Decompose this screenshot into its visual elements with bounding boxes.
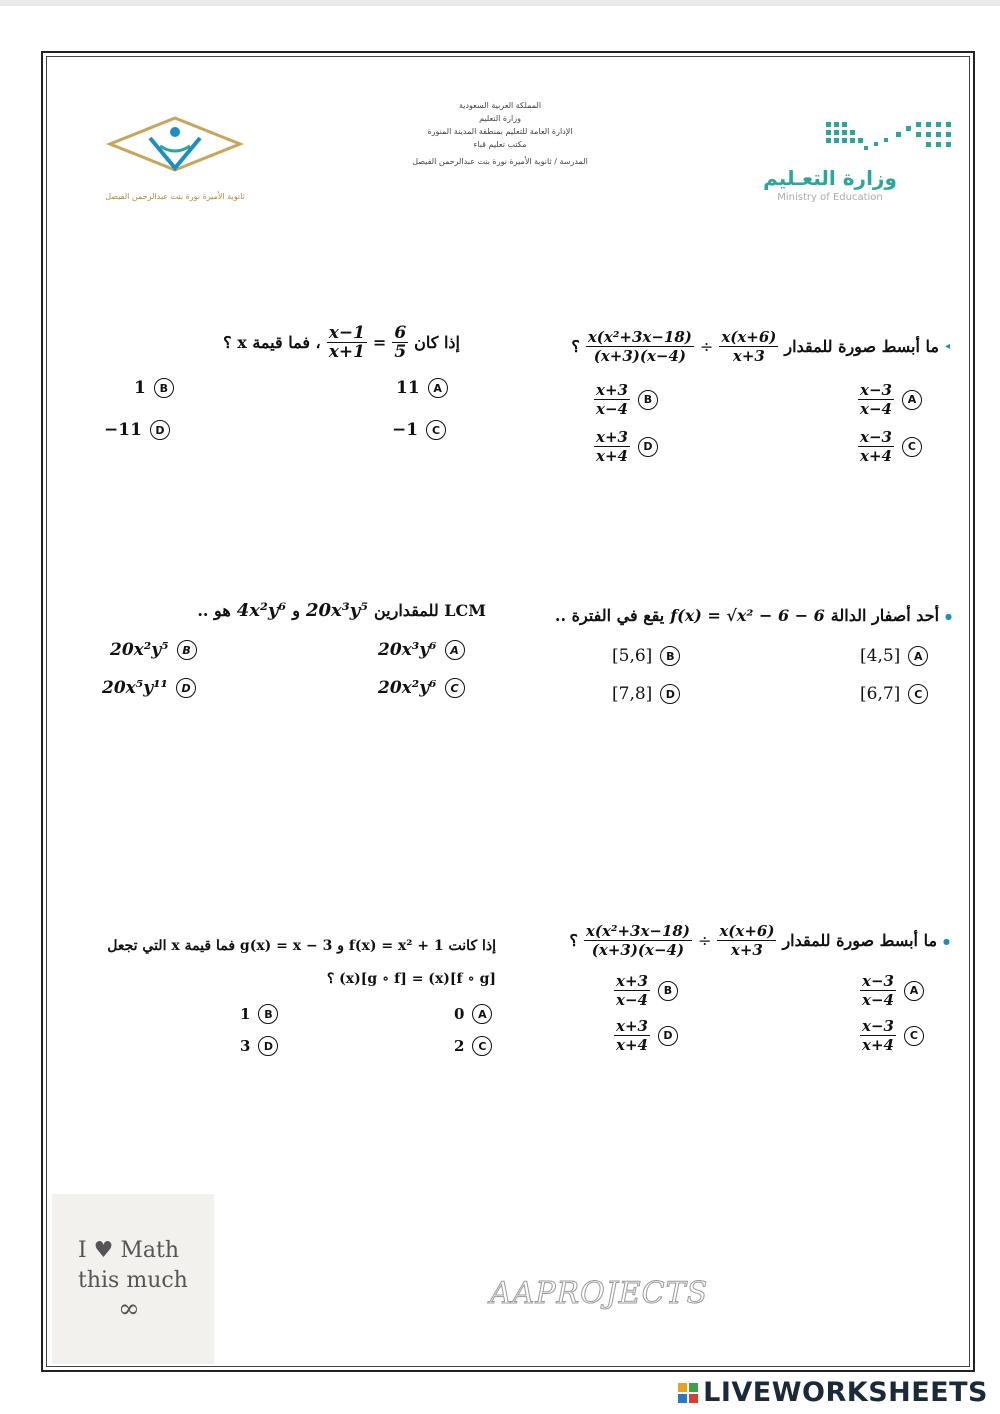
q6-option-c[interactable]: 2 C xyxy=(454,1036,492,1056)
q3-option-c[interactable]: [6,7] C xyxy=(860,684,928,704)
question-4-text-b: هو .. xyxy=(197,601,231,620)
q1-fraction-1: $\frac{\text{x(x²+3x−18)}}{(x+3)(x-4)}$ xyxy=(587,328,692,365)
q3-function: f(x) = √x² − 6 − 6 xyxy=(670,606,825,625)
q5-option-a[interactable]: $\frac{x-3}{x-4}$ A xyxy=(860,972,924,1009)
q6-option-d[interactable]: 3 D xyxy=(240,1036,278,1056)
bullet-icon: ◂ xyxy=(944,341,950,352)
option-letter-b: B xyxy=(154,378,174,398)
q1-operator: ÷ xyxy=(699,337,714,356)
option-letter-c: C xyxy=(908,684,928,704)
question-1-text: ما أبسط صورة للمقدار xyxy=(784,337,939,356)
page-inner-border xyxy=(46,56,970,1367)
q5-fraction-1: $\frac{\text{x(x²+3x−18)}}{(x+3)(x-4)}$ xyxy=(585,922,690,959)
question-6-line-1: إذا كانت f(x) = x² + 1 و g(x) = x − 3 فما قيمة x التي تجعل xyxy=(107,938,496,954)
q1-option-a[interactable]: $\frac{x-3}{x-4}$ A xyxy=(858,381,922,418)
option-letter-b: B xyxy=(177,640,197,660)
option-letter-a: A xyxy=(428,378,448,398)
q4-option-c[interactable]: 20x²y⁶ C xyxy=(378,678,465,698)
q4-expression-1: 20x³y⁵ xyxy=(305,600,368,621)
option-letter-a: A xyxy=(902,390,922,410)
q5-question-mark: ؟ xyxy=(569,931,578,950)
header-line-4: مكتب تعليم قباء xyxy=(473,140,527,149)
q2-option-a[interactable]: 11 A xyxy=(396,378,448,398)
q3-option-d[interactable]: [7,8] D xyxy=(612,684,680,704)
signature: AAPROJECTS xyxy=(490,1276,709,1311)
option-letter-d: D xyxy=(258,1036,278,1056)
school-emblem-icon xyxy=(100,116,250,186)
option-letter-b: B xyxy=(638,390,658,410)
ministry-name-en: Ministry of Education xyxy=(777,192,883,203)
q5-option-b[interactable]: $\frac{x+3}{x-4}$ B xyxy=(614,972,678,1009)
question-1-stem xyxy=(571,328,950,365)
header-line-2: وزارة التعليم xyxy=(479,114,521,123)
q4-conjunction: و xyxy=(292,601,300,620)
question-3-text-b: يقع في الفترة .. xyxy=(554,606,665,625)
ministry-name-ar: وزارة التعـليم xyxy=(763,166,897,190)
math-love-sticker xyxy=(52,1194,214,1364)
worksheet-page xyxy=(0,6,1000,1414)
question-3-text-a: أحد أصفار الدالة xyxy=(830,606,940,625)
header-line-1: المملكة العربية السعودية xyxy=(458,101,542,110)
q2-fraction-2: $\frac{6}{5}$ xyxy=(394,323,407,362)
question-3-stem xyxy=(555,606,952,625)
question-4-text-a: LCM للمقدارين xyxy=(374,601,486,620)
q4-option-d[interactable]: 20x⁵y¹¹ D xyxy=(102,678,196,698)
q6-option-b[interactable]: 1 B xyxy=(240,1004,278,1024)
q1-question-mark: ؟ xyxy=(571,337,580,356)
q4-option-a[interactable]: 20x³y⁶ A xyxy=(378,640,465,660)
q2-equals: = xyxy=(372,333,387,352)
option-letter-c: C xyxy=(472,1036,492,1056)
header-line-3: الإدارة العامة للتعليم بمنطقة المدينة المنورة xyxy=(427,127,573,136)
q1-option-b[interactable]: $\frac{x+3}{x-4}$ B xyxy=(594,381,658,418)
question-2-text-b: ، فما قيمة x ؟ xyxy=(223,333,321,352)
option-letter-b: B xyxy=(658,981,678,1001)
option-letter-c: C xyxy=(902,437,922,457)
q1-option-d[interactable]: $\frac{x+3}{x+4}$ D xyxy=(594,428,658,465)
question-2-stem xyxy=(223,324,460,361)
option-letter-d: D xyxy=(150,420,170,440)
question-2-text-a: إذا كان xyxy=(414,333,460,352)
q4-expression-2: 4x²y⁶ xyxy=(236,600,287,621)
option-letter-a: A xyxy=(472,1004,492,1024)
bullet-icon: ● xyxy=(945,610,952,621)
option-letter-d: D xyxy=(658,1026,678,1046)
ministry-dots-icon xyxy=(824,118,964,158)
option-letter-a: A xyxy=(908,646,928,666)
q1-fraction-2: $\frac{x(x+6)}{x+3}$ xyxy=(721,328,777,365)
q2-option-d[interactable]: −11 D xyxy=(104,420,170,440)
liveworksheets-logo-icon xyxy=(677,1382,699,1404)
option-letter-b: B xyxy=(258,1004,278,1024)
ministry-logo xyxy=(760,118,960,208)
q4-option-b[interactable]: 20x²y⁵ B xyxy=(110,640,197,660)
option-letter-d: D xyxy=(638,437,658,457)
q2-option-b[interactable]: 1 B xyxy=(134,378,174,398)
option-letter-c: C xyxy=(904,1026,924,1046)
love-line: I ♥ Math xyxy=(78,1238,180,1263)
question-5-stem xyxy=(569,922,950,959)
q3-option-b[interactable]: [5,6] B xyxy=(612,646,680,666)
question-5-text: ما أبسط صورة للمقدار xyxy=(782,931,938,950)
option-letter-a: A xyxy=(904,981,924,1001)
school-logo xyxy=(100,116,250,201)
q5-option-d[interactable]: $\frac{x+3}{x+4}$ D xyxy=(614,1017,678,1054)
brand-text: LIVEWORKSHEETS xyxy=(703,1377,988,1408)
infinity-symbol: ∞ xyxy=(118,1294,140,1324)
option-letter-a: A xyxy=(445,640,465,660)
question-6-line-2: [f ∘ g](x) = [g ∘ f](x) ؟ xyxy=(326,971,496,987)
q5-fraction-2: $\frac{x(x+6)}{x+3}$ xyxy=(719,922,775,959)
option-letter-d: D xyxy=(176,678,196,698)
much-line: this much xyxy=(78,1268,188,1293)
bullet-icon: ● xyxy=(943,935,950,946)
question-4-stem xyxy=(197,600,486,621)
q2-option-c[interactable]: −1 C xyxy=(392,420,446,440)
header-line-5: المدرسة / ثانوية الأميرة نورة بنت عبدالرحمن الفيصل xyxy=(412,157,588,166)
q5-option-c[interactable]: $\frac{x-3}{x+4}$ C xyxy=(860,1017,924,1054)
school-logo-caption: ثانوية الأميرة نورة بنت عبدالرحمن الفيصل xyxy=(105,192,245,201)
q6-option-a[interactable]: 0 A xyxy=(454,1004,492,1024)
q5-operator: ÷ xyxy=(697,931,712,950)
liveworksheets-brand[interactable] xyxy=(677,1377,988,1408)
q3-option-a[interactable]: [4,5] A xyxy=(860,646,928,666)
option-letter-c: C xyxy=(426,420,446,440)
q2-fraction-1: $\frac{x-1}{x+1}$ xyxy=(328,323,365,362)
q1-option-c[interactable]: $\frac{x-3}{x+4}$ C xyxy=(858,428,922,465)
option-letter-c: C xyxy=(445,678,465,698)
option-letter-d: D xyxy=(660,684,680,704)
option-letter-b: B xyxy=(660,646,680,666)
